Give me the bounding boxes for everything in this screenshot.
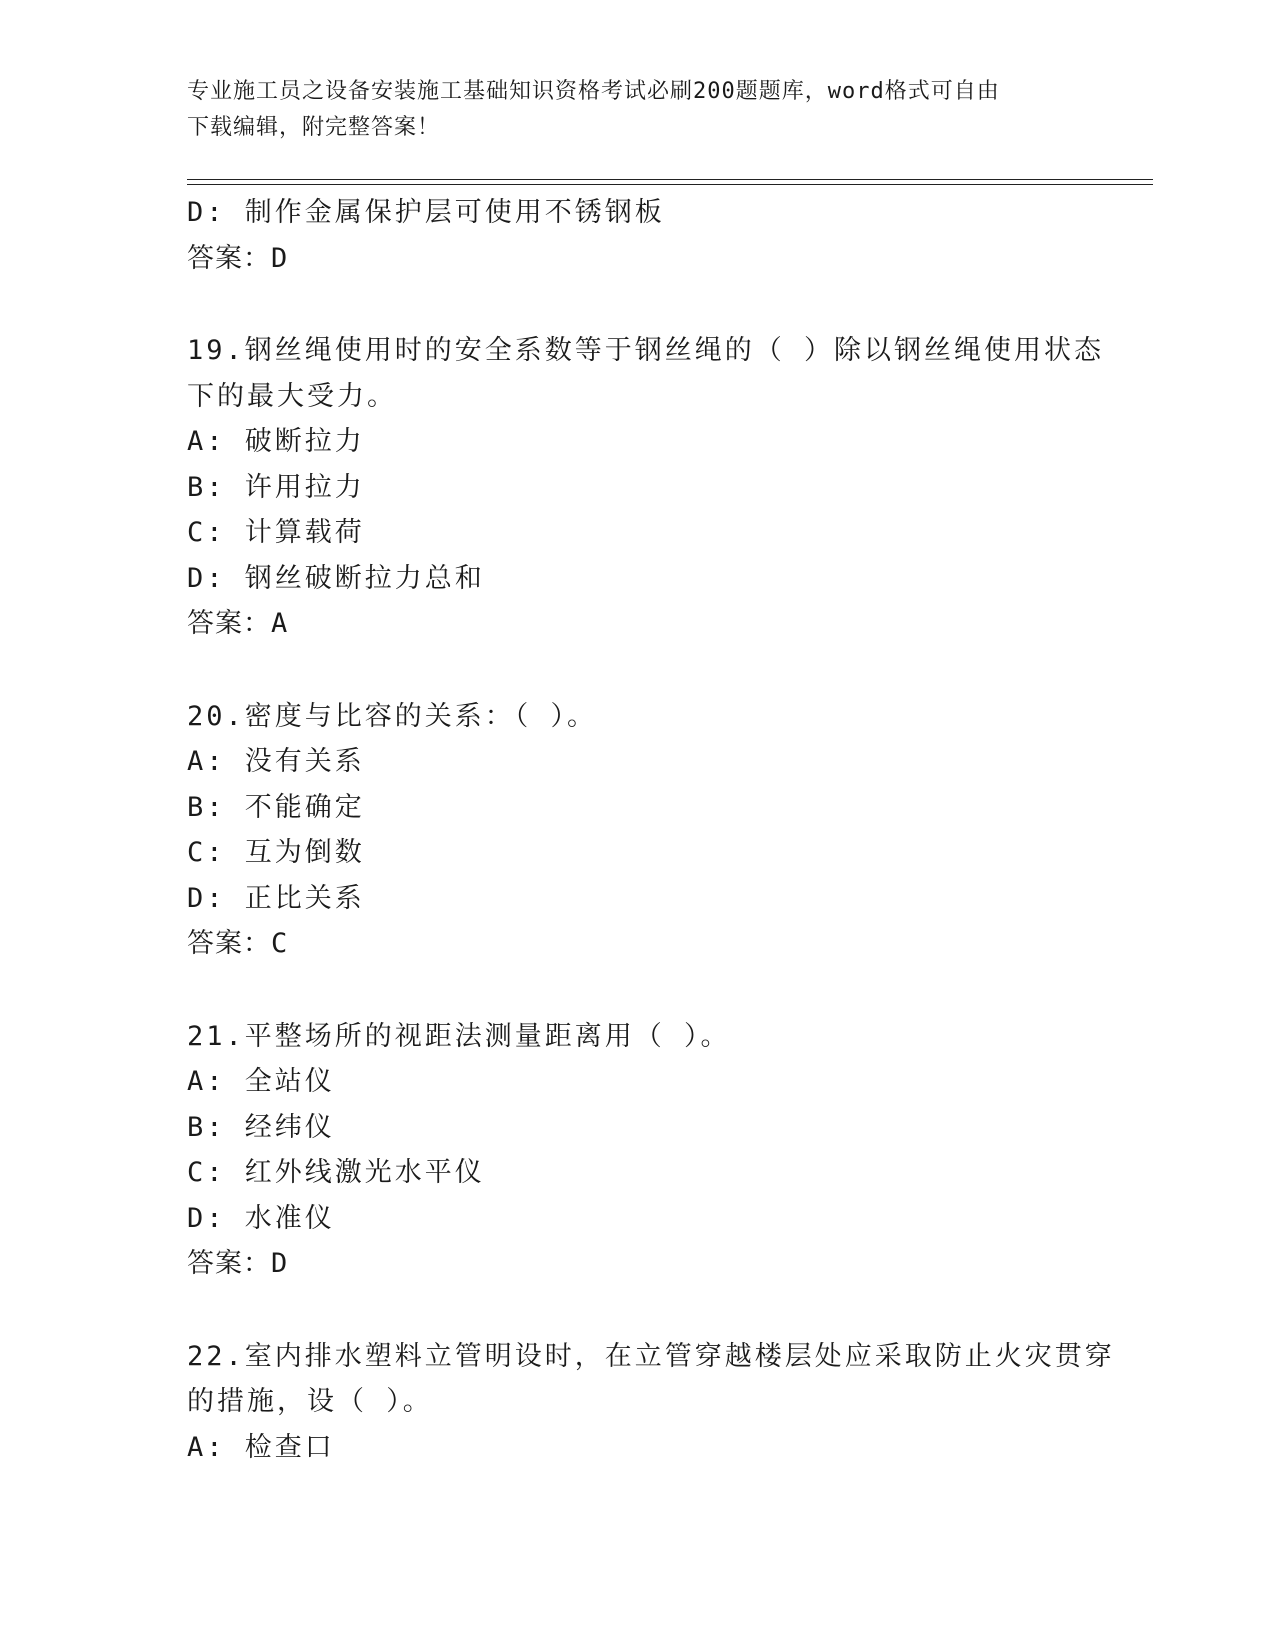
document-header	[187, 74, 1087, 146]
question-22	[187, 1334, 1115, 1471]
option-c: C: 红外线激光水平仪	[187, 1157, 485, 1188]
option-d: D: 正比关系	[187, 882, 365, 914]
answer: 答案：D	[187, 242, 289, 274]
question-stem-line-2: 下的最大受力。	[187, 380, 397, 412]
question-20	[187, 694, 1087, 967]
option-c: C: 计算载荷	[187, 517, 365, 548]
option-b: B: 许用拉力	[187, 471, 365, 503]
option-a: A: 破断拉力	[187, 426, 365, 457]
header-line-2: 下载编辑，附完整答案！	[187, 115, 441, 140]
question-21	[187, 1014, 1087, 1287]
question-stem-line-1: 20.密度与比容的关系：（ ）。	[187, 700, 598, 732]
option-a: A: 检查口	[187, 1431, 335, 1463]
question-stem-line-1: 19.钢丝绳使用时的安全系数等于钢丝绳的（ ）除以钢丝绳使用状态	[187, 335, 1105, 366]
option-b: B: 经纬仪	[187, 1111, 335, 1143]
option-c: C: 互为倒数	[187, 837, 365, 868]
option-a: A: 没有关系	[187, 746, 365, 777]
answer: 答案：A	[187, 608, 289, 639]
question-stem-line-1: 21.平整场所的视距法测量距离用（ ）。	[187, 1020, 731, 1052]
option-d: D: 制作金属保护层可使用不锈钢板	[187, 197, 665, 228]
option-a: A: 全站仪	[187, 1066, 335, 1097]
answer: 答案：C	[187, 928, 289, 959]
question-stem-line-2: 的措施，设（ ）。	[187, 1386, 433, 1417]
option-d: D: 水准仪	[187, 1202, 335, 1234]
option-b: B: 不能确定	[187, 791, 365, 823]
option-d: D: 钢丝破断拉力总和	[187, 562, 485, 594]
header-line-1: 专业施工员之设备安装施工基础知识资格考试必刷200题题库，word格式可自由	[187, 79, 1000, 104]
header-divider-bottom	[187, 184, 1153, 185]
question-19	[187, 328, 1105, 647]
question-18-partial	[187, 190, 1087, 281]
header-divider-top	[187, 179, 1153, 180]
document-body	[187, 190, 1115, 1470]
answer: 答案：D	[187, 1248, 289, 1279]
question-stem-line-1: 22.室内排水塑料立管明设时，在立管穿越楼层处应采取防止火灾贯穿	[187, 1340, 1115, 1372]
